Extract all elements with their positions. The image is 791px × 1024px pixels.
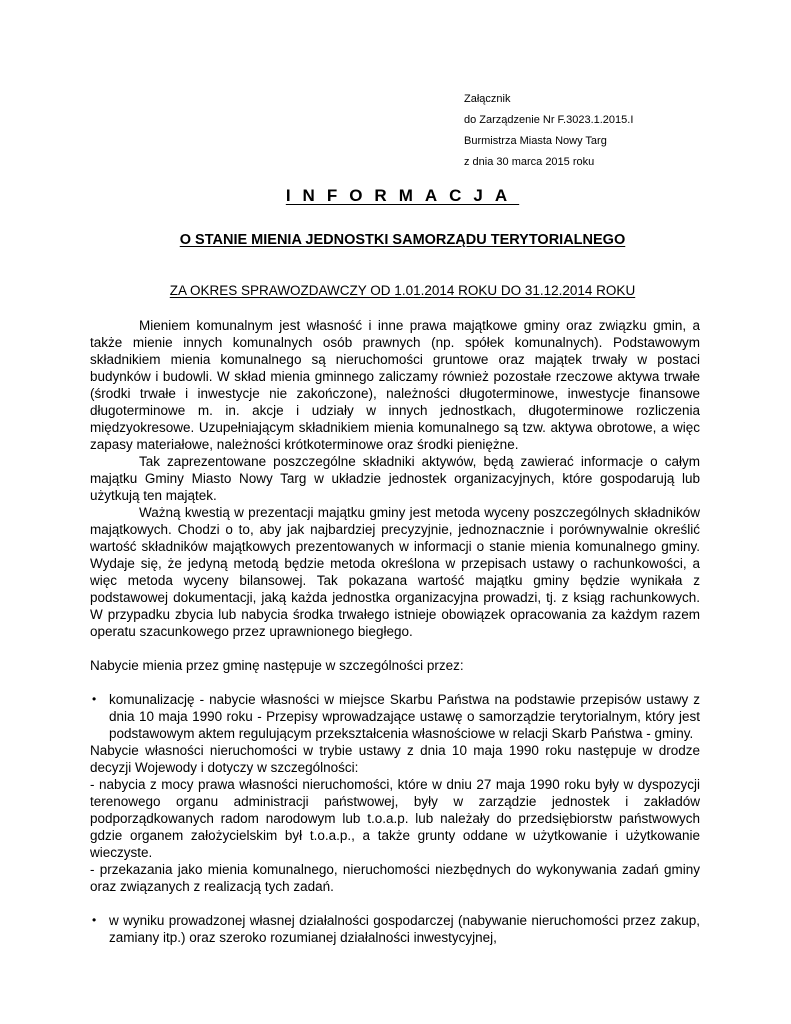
list-item [90,912,700,946]
bullet-icon: • [92,692,97,706]
reporting-period-text: ZA OKRES SPRAWOZDAWCZY OD 1.01.2014 ROKU DO 31.12.2014 ROKU [169,283,636,298]
annex-line-3: Burmistrza Miasta Nowy Targ [464,135,607,147]
document-title-text: INFORMACJA [285,186,520,205]
annex-line-2: do Zarządzenie Nr F.3023.1.2015.I [464,114,634,126]
bullet-icon: • [92,913,97,927]
document-title [0,186,791,206]
reporting-period [0,283,791,298]
paragraph-1: Mieniem komunalnym jest własność i inne prawa majątkowe gminy oraz związku gmin, a także mienie innych komunalnych osób prawnych (np. spółek komunalnych). Podstawowym składnikiem mienia komunalnego są nieruchomości gruntowe oraz majątek trwały w postaci budynków i budowli. W skład mienia gminnego zaliczamy również pozostałe rzeczowe aktywa trwałe (środki trwałe i inwestycje nie zakończone), należności długoterminowe, inwestycje finansowe długoterminowe m. in. akcje i udziały w innych jednostkach, długoterminowe rozliczenia międzyokresowe. Uzupełniającym składnikiem mienia komunalnego są tzw. aktywa obrotowe, a więc zapasy materiałowe, należności krótkoterminowe oraz środki pieniężne. [90,318,700,452]
paragraph-5: Nabycie własności nieruchomości w trybie ustawy z dnia 10 maja 1990 roku następuje w drodze decyzji Wojewody i dotyczy w szczególności: [90,743,700,775]
annex-header [464,89,633,173]
spacer [90,895,700,912]
paragraph-3: Ważną kwestią w prezentacji majątku gminy jest metoda wyceny poszczególnych składników majątkowych. Chodzi o to, aby jak najbardziej precyzyjnie, jednoznacznie i porównywalnie określić wartość składników majątkowych prezentowanych w informacji o stanie mienia komunalnego gminy. Wydaje się, że jedyną metodą będzie metoda określona w przepisach ustawy o rachunkowości, a więc metoda wyceny bilansowej. Tak pokazana wartość majątku gminy będzie wynikała z podstawowej dokumentacji, jaką każda jednostka organizacyjna prowadzi, tj. z ksiąg rachunkowych. W przypadku zbycia lub nabycia środka trwałego istnieje obowiązek opracowania za każdym razem operatu szacunkowego przez uprawnionego biegłego. [90,505,700,639]
list-item [90,691,700,742]
paragraph-4: Nabycie mienia przez gminę następuje w szczególności przez: [90,658,464,673]
paragraph-6: - nabycia z mocy prawa własności nieruchomości, które w dniu 27 maja 1990 roku były w dyspozycji terenowego organu administracji państwowej, były w zarządzie jednostek i zakładów podporządkowanych radom narodowym lub t.o.a.p. lub należały do przedsiębiorstw państwowych gdzie organem założycielskim był t.o.a.p., a także grunty oddane w użytkowanie i użytkowanie wieczyste. [90,777,700,860]
annex-line-4: z dnia 30 marca 2015 roku [464,156,595,168]
document-body [90,317,700,946]
paragraph-2: Tak zaprezentowane poszczególne składniki aktywów, będą zawierać informacje o całym majątku Gminy Miasto Nowy Targ w układzie jednostek organizacyjnych, które gospodarują lub użytkują ten majątek. [90,454,700,503]
bullet-1-text: komunalizację - nabycie własności w miejsce Skarbu Państwa na podstawie przepisów ustawy z dnia 10 maja 1990 roku - Przepisy wprowadzające ustawę o samorządzie terytorialnym, który jest podstawowym aktem regulującym przekształcenia własnościowe w relacji Skarb Państwa - gminy. [109,692,700,741]
annex-line-1: Załącznik [464,93,511,105]
bullet-2-text: w wyniku prowadzonej własnej działalności gospodarczej (nabywanie nieruchomości przez zakup, zamiany itp.) oraz szeroko rozumianej działalności inwestycyjnej, [109,913,700,945]
spacer [90,640,700,657]
document-subtitle-text: O STANIE MIENIA JEDNOSTKI SAMORZĄDU TERYTORIALNEGO [179,232,626,248]
document-subtitle [0,232,791,248]
spacer [90,674,700,691]
paragraph-7: - przekazania jako mienia komunalnego, nieruchomości niezbędnych do wykonywania zadań gminy oraz związanych z realizacją tych zadań. [90,862,700,894]
